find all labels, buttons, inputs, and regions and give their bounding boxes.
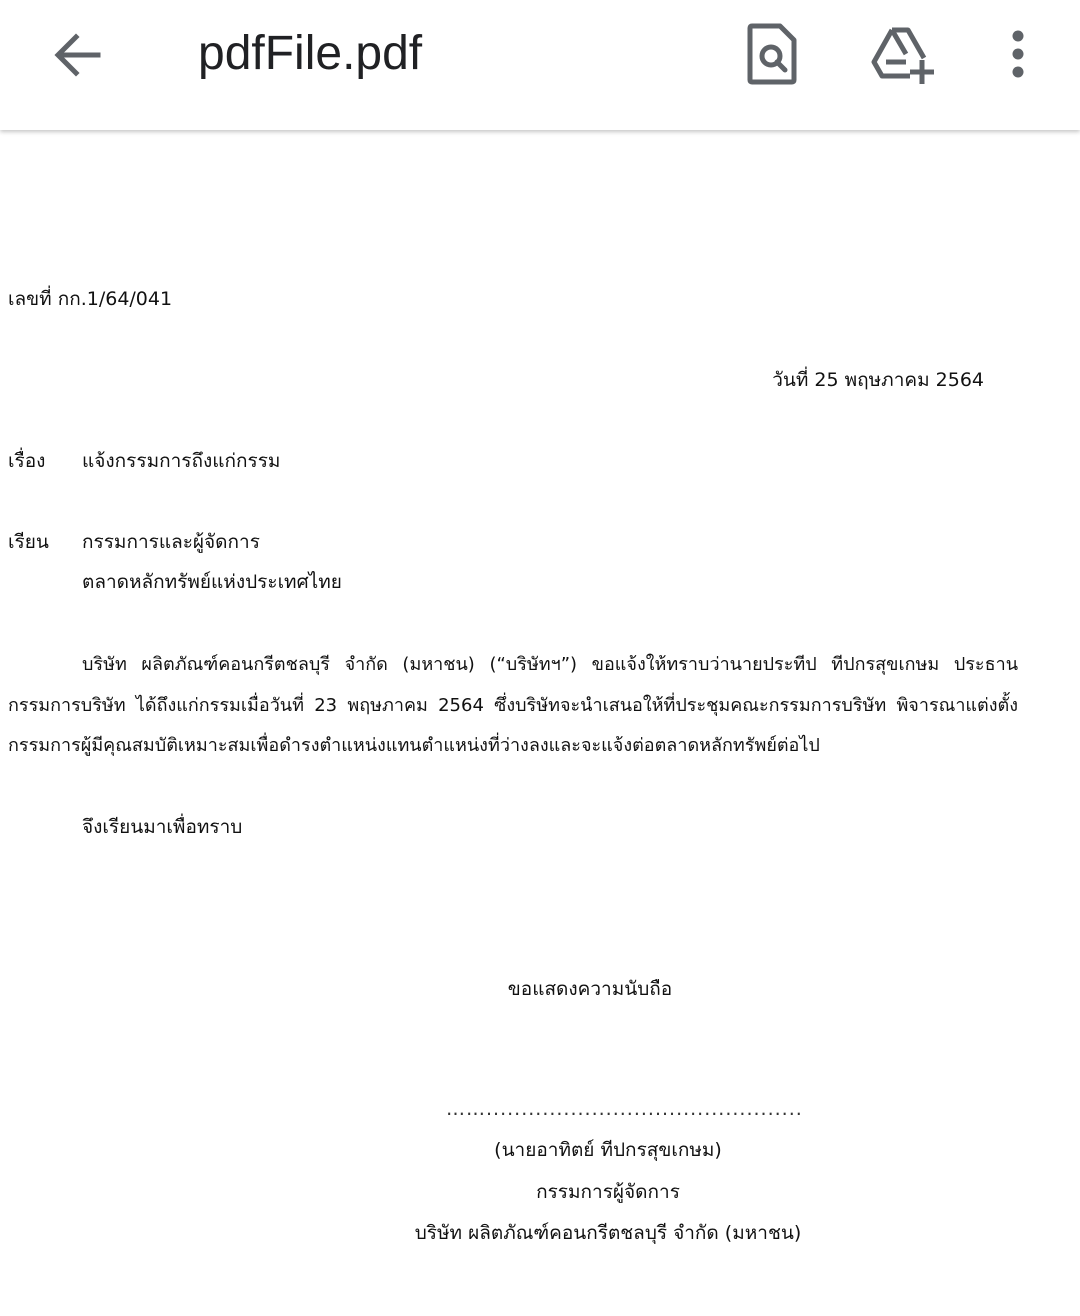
regards-line: ขอแสดงความนับถือ <box>507 978 673 1000</box>
app-bar <box>0 0 1080 130</box>
back-arrow-icon[interactable] <box>50 28 104 82</box>
file-title: pdfFile.pdf <box>198 27 423 80</box>
more-vert-icon[interactable] <box>998 28 1038 84</box>
signature-line: ……............................................. <box>446 1098 803 1120</box>
company-name: บริษัท ผลิตภัณฑ์คอนกรีตชลบุรี จำกัด (มหาชน) <box>414 1222 802 1244</box>
recipient-line-1: กรรมการและผู้จัดการ <box>82 531 260 553</box>
letter-date: วันที่ 25 พฤษภาคม 2564 <box>772 369 984 391</box>
recipient-label: เรียน <box>8 531 49 553</box>
signer-position: กรรมการผู้จัดการ <box>536 1181 680 1203</box>
signer-name: (นายอาทิตย์ ทีปกรสุขเกษม) <box>494 1139 722 1161</box>
body-paragraph: บริษัท ผลิตภัณฑ์คอนกรีตชลบุรี จำกัด (มหาชน) (“บริษัทฯ”) ขอแจ้งให้ทราบว่านายประทีป ทีปกรสุขเกษม ประธานกรรมการบริษัท ได้ถึงแก่กรรมเมื่อวันที่ 23 พฤษภาคม 2564 ซึ่งบริษัทจะนำเสนอให้ที่ประชุมคณะกรรมการบริษัท พิจารณาแต่งตั้งกรรมการผู้มีคุณสมบัติเหมาะสมเพื่อดำรงตำแหน่งแทนตำแหน่งที่ว่างลงและจะแจ้งต่อตลาดหลักทรัพย์ต่อไป <box>8 654 1018 756</box>
subject-text: แจ้งกรรมการถึงแก่กรรม <box>82 450 281 472</box>
find-in-page-icon[interactable] <box>744 22 800 86</box>
reference-number: เลขที่ กก.1/64/041 <box>8 288 173 310</box>
add-to-drive-icon[interactable] <box>870 24 938 84</box>
subject-label: เรื่อง <box>8 450 46 472</box>
closing-line: จึงเรียนมาเพื่อทราบ <box>82 816 243 838</box>
pdf-page[interactable] <box>0 132 1080 1316</box>
recipient-line-2: ตลาดหลักทรัพย์แห่งประเทศไทย <box>82 571 342 593</box>
